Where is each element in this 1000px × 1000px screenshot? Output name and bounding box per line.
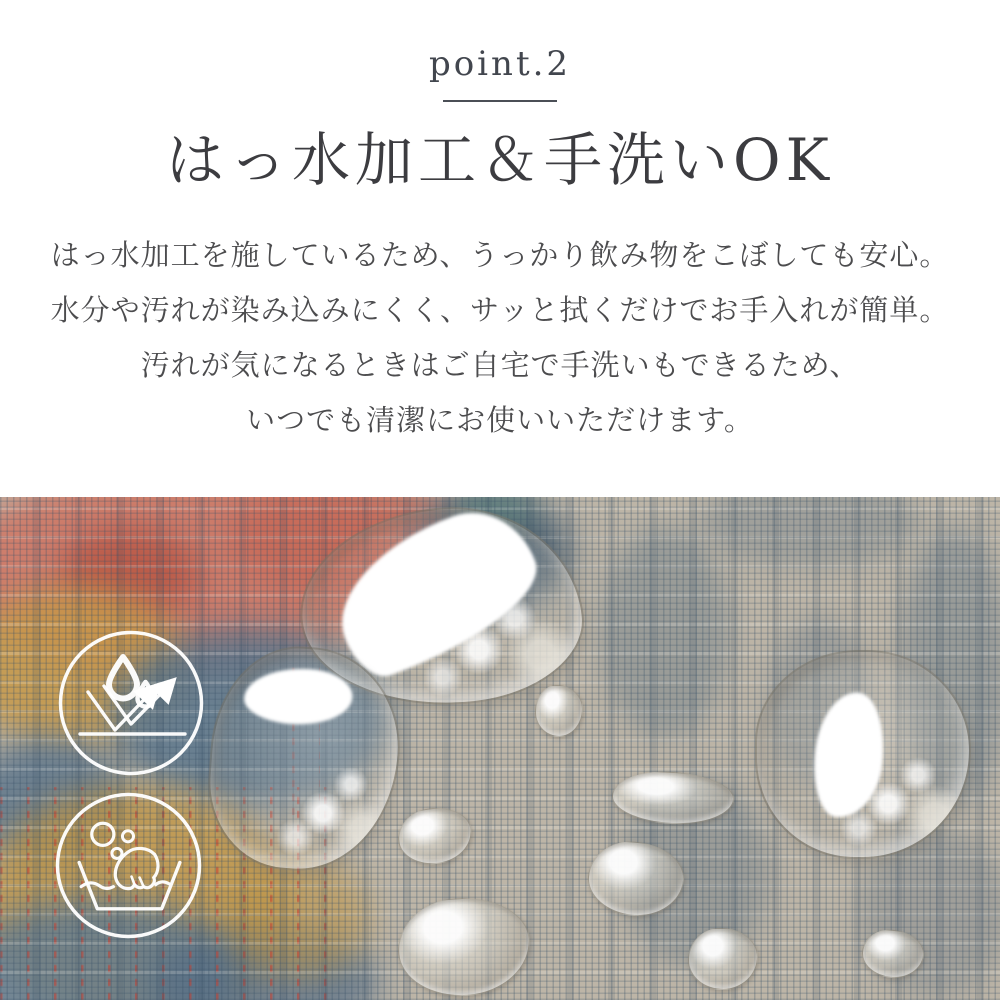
- section-heading: はっ水加工＆手洗いOK: [166, 125, 834, 194]
- body-line: いつでも清潔にお使いいただけます。: [246, 405, 754, 438]
- body-line: 汚れが気になるときはご自宅で手洗いもできるため、: [140, 350, 860, 383]
- body-line: 水分や汚れが染み込みにくく、サッと拭くだけでお手入れが簡単。: [50, 295, 950, 328]
- text-section: [0, 0, 1000, 497]
- product-photo: [0, 497, 1000, 1000]
- hand-wash-icon: [55, 792, 202, 939]
- point-underline: [443, 100, 557, 102]
- body-line: はっ水加工を施しているため、うっかり飲み物をこぼしても安心。: [50, 240, 950, 273]
- water-repellent-icon: [58, 630, 204, 776]
- point-label: point.2: [428, 44, 572, 84]
- water-drop-right: [755, 650, 971, 859]
- section-body: [0, 229, 1000, 449]
